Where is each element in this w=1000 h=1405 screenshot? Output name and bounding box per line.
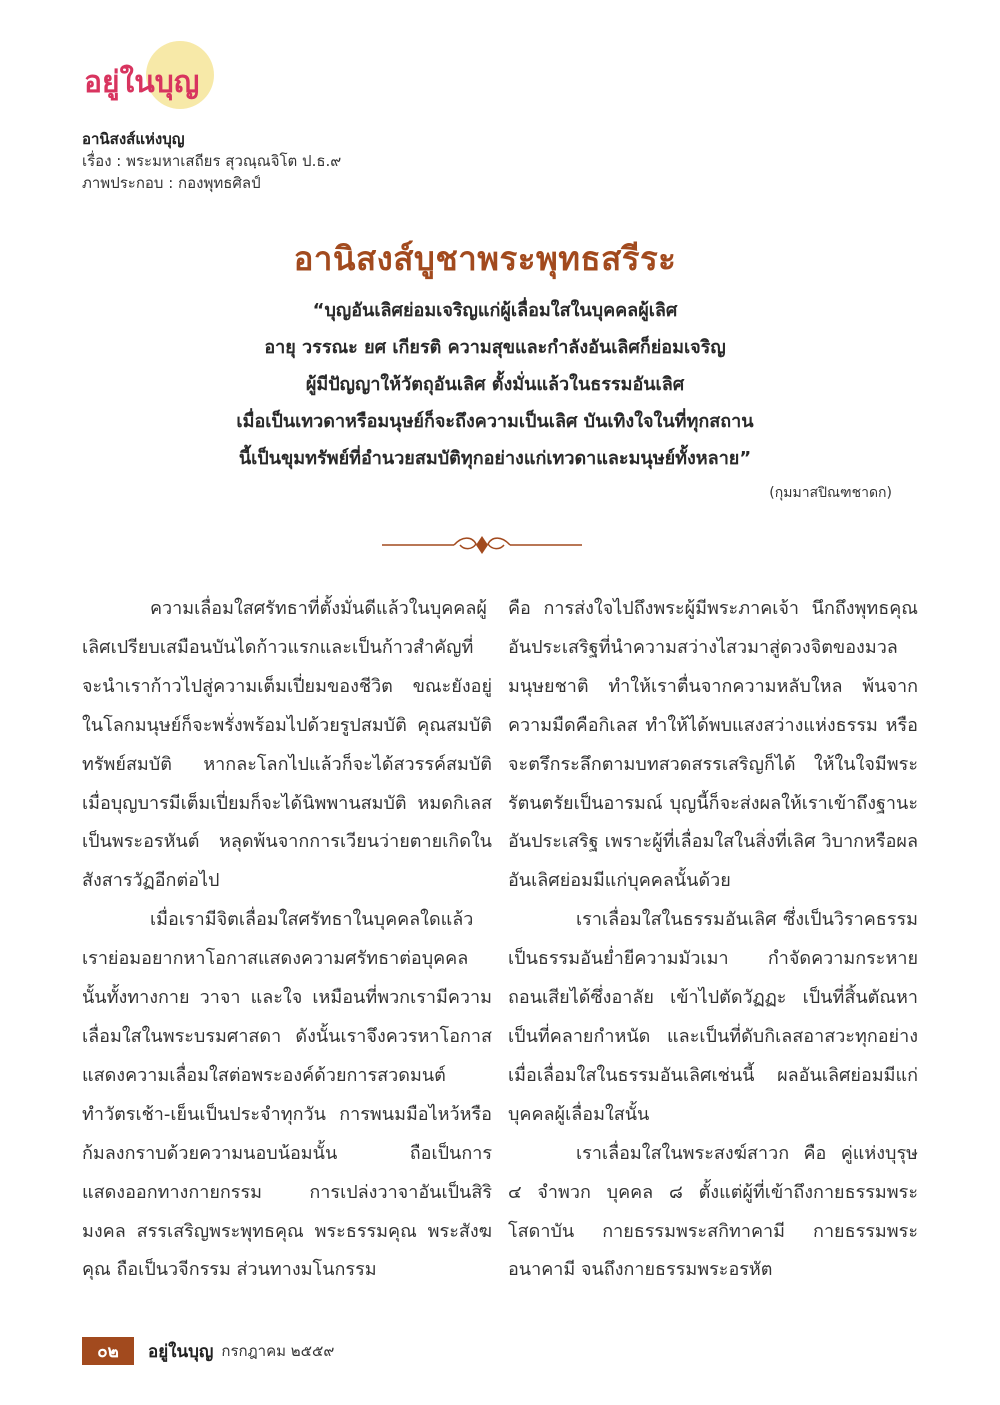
article-meta bbox=[82, 128, 341, 194]
verse-line: เมื่อเป็นเทวดาหรือมนุษย์ก็จะถึงความเป็นเลิศ บันเทิงใจในที่ทุกสถาน bbox=[236, 411, 754, 432]
right-column bbox=[508, 590, 918, 1290]
page-footer bbox=[82, 1336, 334, 1366]
illustrator-line: ภาพประกอบ : กองพุทธศิลป์ bbox=[82, 174, 261, 192]
paragraph: เราเลื่อมใสในธรรมอันเลิศ ซึ่งเป็นวิราคธรรม เป็นธรรมอันย่ำยีความมัวเมา กำจัดความกระหาย ถอนเสียได้ซึ่งอาลัย เข้าไปตัดวัฏฏะ เป็นที่สิ้นตัณหา เป็นที่คลายกำหนัด และเป็นที่ดับกิเลสอาสวะทุกอย่าง เมื่อเลื่อมใสในธรรมอันเลิศเช่นนี้ ผลอันเลิศย่อมมีแก่บุคคลผู้เลื่อมใสนั้น bbox=[508, 909, 918, 1125]
paragraph: คือ การส่งใจไปถึงพระผู้มีพระภาคเจ้า นึกถึงพุทธคุณอันประเสริฐที่นำความสว่างไสวมาสู่ดวงจิตของมวลมนุษยชาติ ทำให้เราตื่นจากความหลับใหล พ้นจากความมืดคือกิเลส ทำให้ได้พบแสงสว่างแห่งธรรม หรือจะตรึกระลึกตามบทสวดสรรเสริญก็ได้ ให้ในใจมีพระรัตนตรัยเป็นอารมณ์ บุญนี้ก็จะส่งผลให้เราเข้าถึงฐานะอันประเสริฐ เพราะผู้ที่เลื่อมใสในสิ่งที่เลิศ วิบากหรือผลอันเลิศย่อมมีแก่บุคคลนั้นด้วย bbox=[508, 598, 918, 892]
section-name: อานิสงส์แห่งบุญ bbox=[82, 130, 185, 148]
article-title: อานิสงส์บูชาพระพุทธสรีระ bbox=[293, 239, 677, 278]
issue-date: กรกฎาคม ๒๕๕๙ bbox=[221, 1342, 335, 1360]
verse-line: อายุ วรรณะ ยศ เกียรติ ความสุขและกำลังอันเลิศก็ย่อมเจริญ bbox=[264, 337, 726, 358]
verse-source: (กุมมาสปิณฑชาดก) bbox=[769, 485, 892, 501]
verse-line: “บุญอันเลิศย่อมเจริญแก่ผู้เลื่อมใสในบุคคลผู้เลิศ bbox=[312, 300, 678, 321]
page-number: ๐๒ bbox=[82, 1337, 134, 1365]
left-column bbox=[82, 590, 492, 1290]
ornament-divider bbox=[382, 532, 582, 558]
paragraph: เมื่อเรามีจิตเลื่อมใสศรัทธาในบุคคลใดแล้ว เราย่อมอยากหาโอกาสแสดงความศรัทธาต่อบุคคลนั้นทั้งทางกาย วาจา และใจ เหมือนที่พวกเรามีความเลื่อมใสในพระบรมศาสดา ดังนั้นเราจึงควรหาโอกาสแสดงความเลื่อมใสต่อพระองค์ด้วยการสวดมนต์ทำวัตรเช้า-เย็นเป็นประจำทุกวัน การพนมมือไหว้หรือก้มลงกราบด้วยความนอบน้อมนั้น ถือเป็นการแสดงออกทางกายกรรม การเปล่งวาจาอันเป็นสิริมงคล สรรเสริญพระพุทธคุณ พระธรรมคุณ พระสังฆคุณ ถือเป็นวจีกรรม ส่วนทางมโนกรรม bbox=[82, 909, 492, 1281]
paragraph: ความเลื่อมใสศรัทธาที่ตั้งมั่นดีแล้วในบุคคลผู้เลิศเปรียบเสมือนบันไดก้าวแรกและเป็นก้าวสำคัญที่จะนำเราก้าวไปสู่ความเต็มเปี่ยมของชีวิต ขณะยังอยู่ในโลกมนุษย์ก็จะพรั่งพร้อมไปด้วยรูปสมบัติ คุณสมบัติ ทรัพย์สมบัติ หากละโลกไปแล้วก็จะได้สวรรค์สมบัติ เมื่อบุญบารมีเต็มเปี่ยมก็จะได้นิพพานสมบัติ หมดกิเลสเป็นพระอรหันต์ หลุดพ้นจากการเวียนว่ายตายเกิดในสังสารวัฏอีกต่อไป bbox=[82, 598, 492, 892]
logo-text: อยู่ในบุญ bbox=[84, 65, 200, 100]
verse-line: ผู้มีปัญญาให้วัตถุอันเลิศ ตั้งมั่นแล้วในธรรมอันเลิศ bbox=[305, 374, 685, 395]
magazine-logo bbox=[80, 40, 220, 120]
magazine-name: อยู่ในบุญ bbox=[148, 1341, 214, 1362]
paragraph: เราเลื่อมใสในพระสงฆ์สาวก คือ คู่แห่งบุรุษ ๔ จำพวก บุคคล ๘ ตั้งแต่ผู้ที่เข้าถึงกายธรรมพระโสดาบัน กายธรรมพระสกิทาคามี กายธรรมพระอนาคามี จนถึงกายธรรมพระอรหัต bbox=[508, 1142, 918, 1281]
opening-verse bbox=[100, 292, 890, 477]
verse-line: นี้เป็นขุมทรัพย์ที่อำนวยสมบัติทุกอย่างแก่เทวดาและมนุษย์ทั้งหลาย” bbox=[238, 448, 752, 469]
author-line: เรื่อง : พระมหาเสถียร สุวณฺณจิโต ป.ธ.๙ bbox=[82, 152, 342, 170]
